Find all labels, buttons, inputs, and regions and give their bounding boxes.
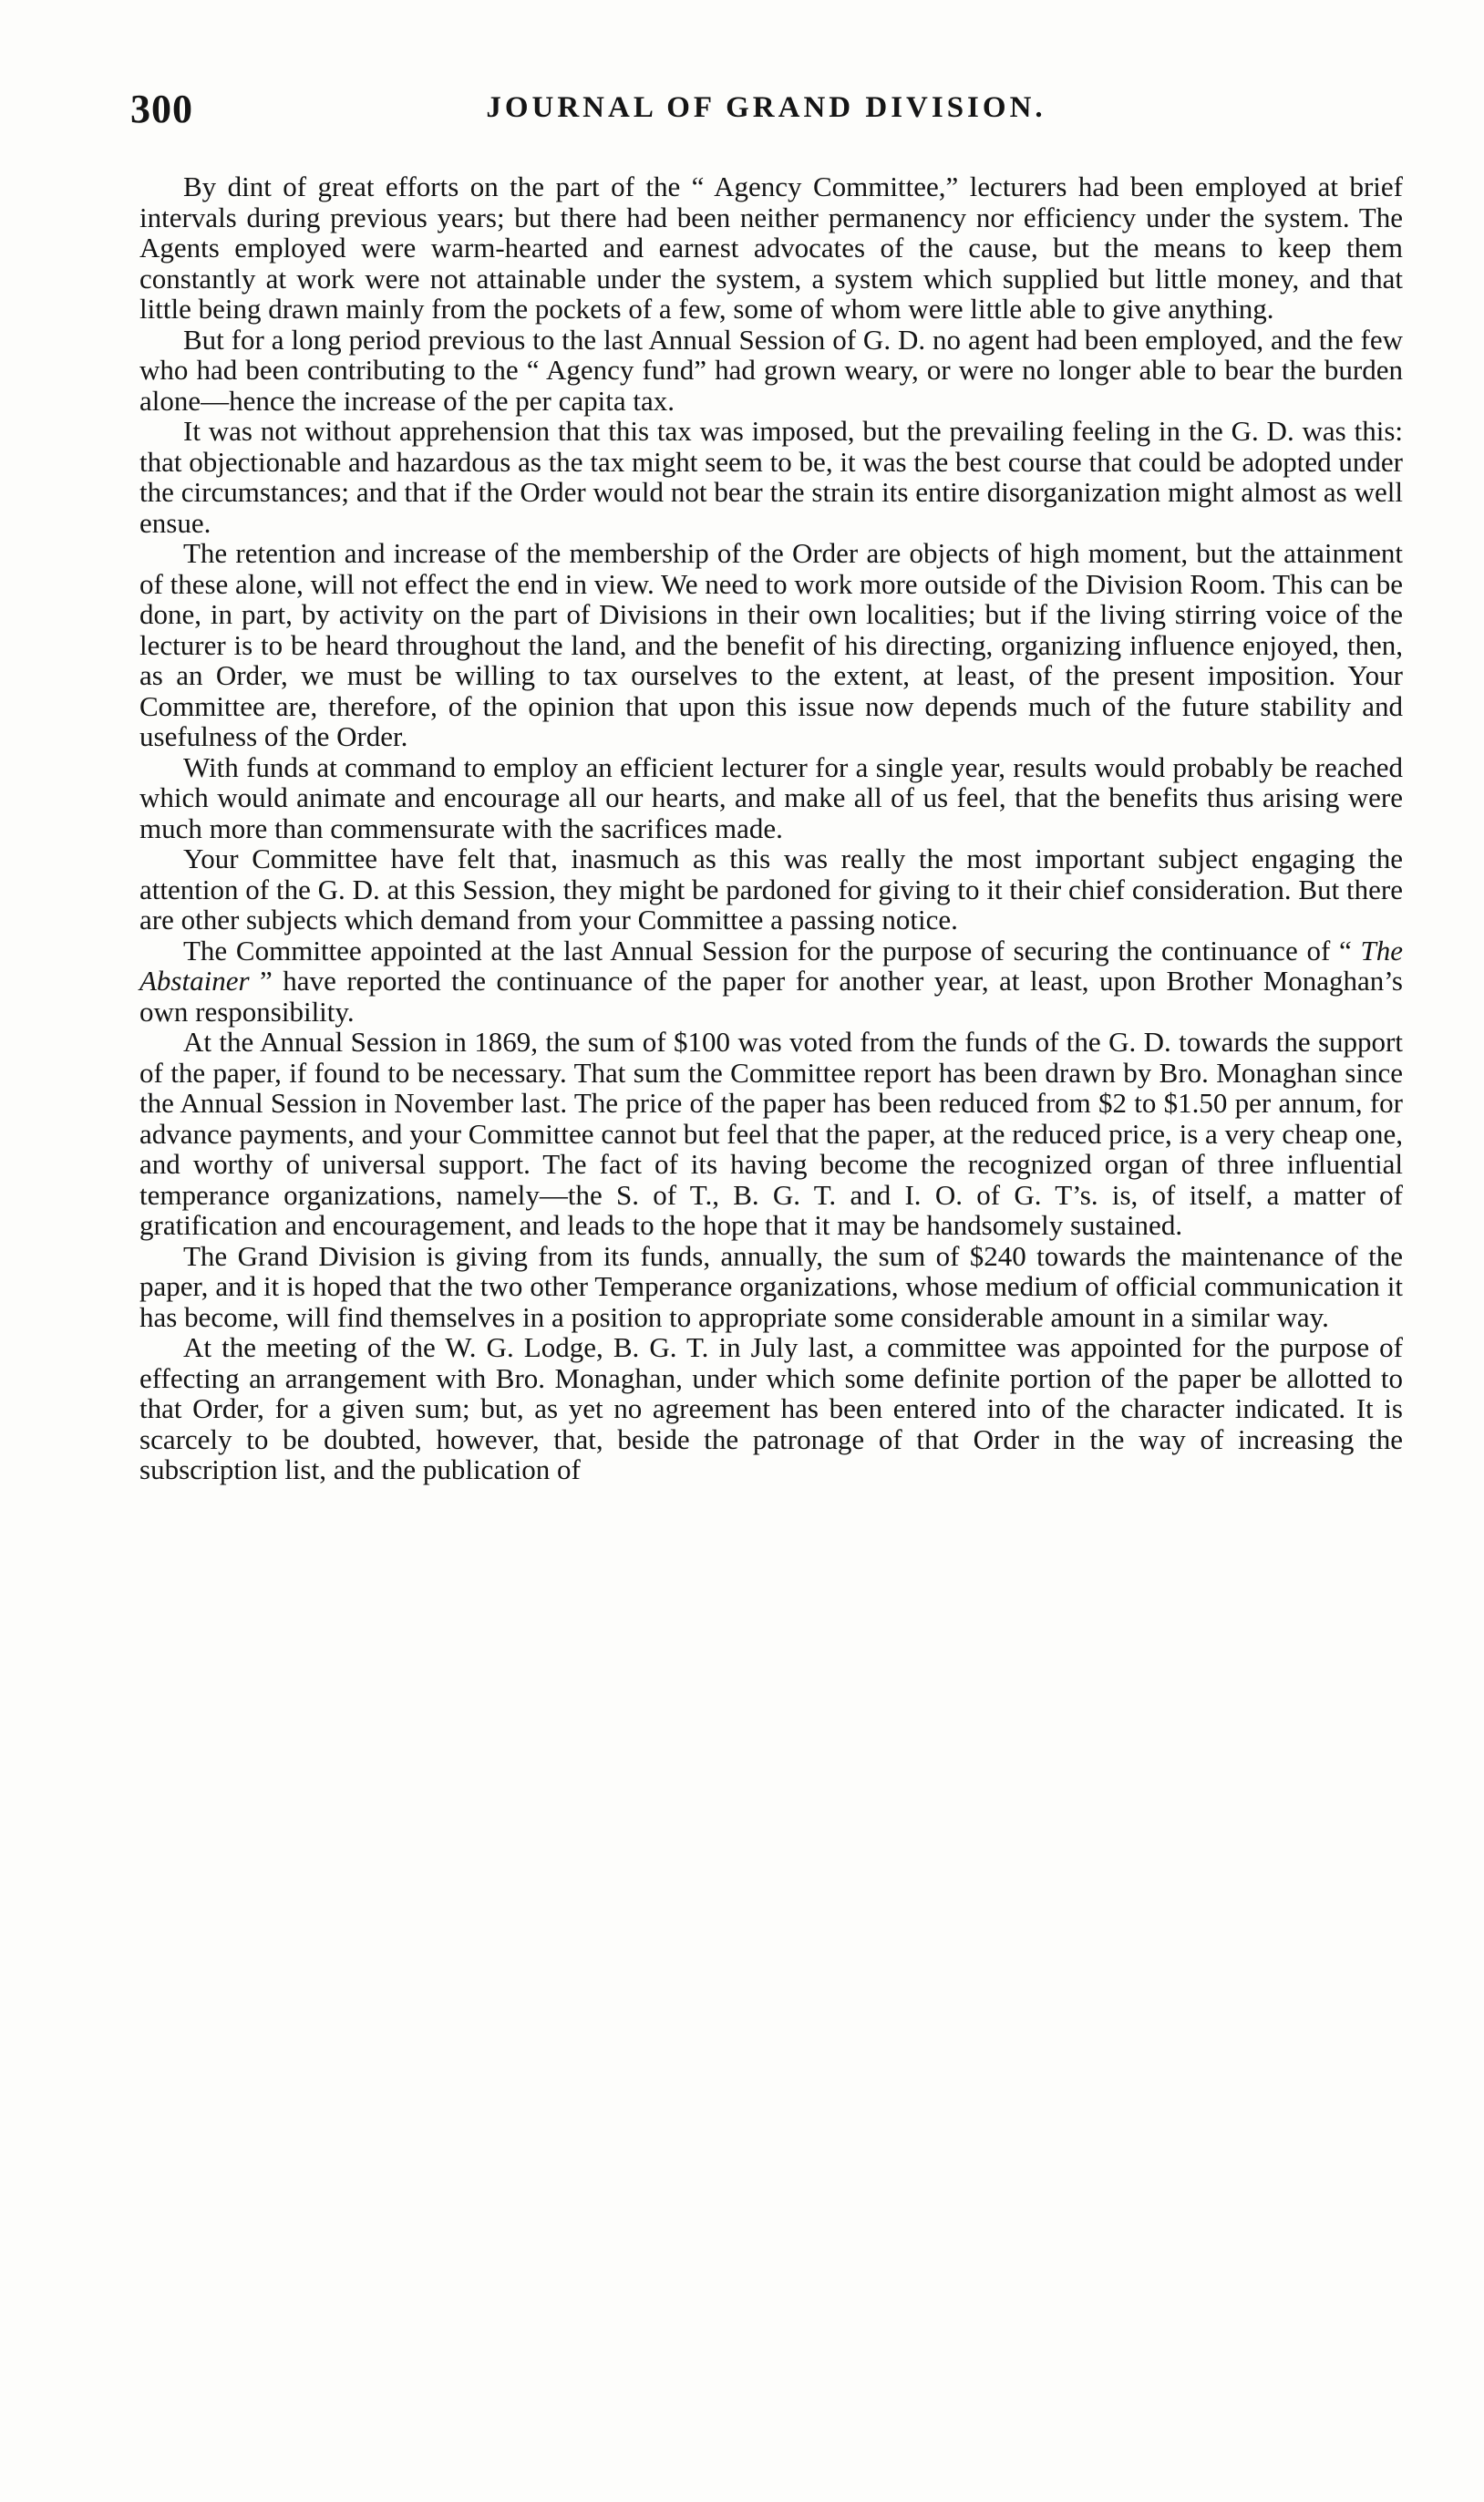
paragraph-annual-session-1869: At the Annual Session in 1869, the sum of $100 was voted from the funds of the G. D. towards the support of the paper, if found to be necessary. That sum the Committee report has been drawn by Bro. Monaghan since the Annual Session in November last. The price of the paper has been reduced from $2 to $1.50 per annum, for advance payments, and your Committee cannot but feel that the paper, at the reduced price, is a very cheap one, and worthy of universal support. The fact of its having become the recognized organ of three influential temperance organizations, namely—the S. of T., B. G. T. and I. O. of G. T’s. is, of itself, a matter of gratification and encouragement, and leads to the hope that it may be handsomely sustained.	[139, 1026, 1403, 1241]
abstainer-title: The Abstainer	[139, 934, 1403, 997]
journal-title: JOURNAL OF GRAND DIVISION.	[486, 91, 1046, 124]
page-number: 300	[130, 87, 193, 131]
paragraph-agency-committee: By dint of great efforts on the part of the “ Agency Committee,” lecturers had been employed at brief intervals during previous years; but there had been neither permanency nor efficiency under the system. The Agents employed were warm-hearted and earnest advocates of the cause, but the means to keep them constantly at work were not attainable under the system, a system which supplied but little money, and that little being drawn mainly from the pockets of a few, some of whom were little able to give anything.	[139, 171, 1403, 325]
paragraph-retention-membership: The retention and increase of the membership of the Order are objects of high moment, but the attainment of these alone, will not effect the end in view. We need to work more outside of the Division Room. This can be done, in part, by activity on the part of Divisions in their own localities; but if the living stirring voice of the lecturer is to be heard throughout the land, and the benefit of his directing, organizing influence enjoyed, then, as an Order, we must be willing to tax ourselves to the extent, at least, of the present imposition. Your Committee are, therefore, of the opinion that upon this issue now depends much of the future stability and usefulness of the Order.	[139, 537, 1403, 752]
paragraph-abstainer-continuance: The Committee appointed at the last Annual Session for the purpose of securing the continuance of “ The Abstainer ” have reported the continuance of the paper for another year, at least, upon Brother Monaghan’s own responsibility.	[139, 934, 1403, 1028]
paragraph-tax-apprehension: It was not without apprehension that this tax was imposed, but the prevailing feeling in the G. D. was this: that objectionable and hazardous as the tax might seem to be, it was the best course that could be adopted under the circumstances; and that if the Order would not bear the strain its entire disorganization might almost as well ensue.	[139, 415, 1403, 539]
paragraph-no-agent-employed: But for a long period previous to the last Annual Session of G. D. no agent had been employed, and the few who had been contributing to the “ Agency fund” had grown weary, or were no longer able to bear the burden alone—hence the increase of the per capita tax.	[139, 323, 1403, 417]
paragraph-funds-lecturer: With funds at command to employ an efficient lecturer for a single year, results would probably be reached which would animate and encourage all our hearts, and make all of us feel, that the benefits thus arising were much more than commensurate with the sacrifices made.	[139, 750, 1403, 844]
paragraph-important-subject: Your Committee have felt that, inasmuch as this was really the most important subject engaging the attention of the G. D. at this Session, they might be pardoned for giving to it their chief consideration. But there are other subjects which demand from your Committee a passing notice.	[139, 843, 1403, 936]
paragraph-wg-lodge-meeting: At the meeting of the W. G. Lodge, B. G. T. in July last, a committee was appointed for the purpose of effecting an arrangement with Bro. Monaghan, under which some definite portion of the paper be allotted to that Order, for a given sum; but, as yet no agreement has been entered into of the character indicated. It is scarcely to be doubted, however, that, beside the patronage of that Order in the way of increasing the subscription list, and the publication of	[139, 1331, 1403, 1485]
running-head	[130, 86, 1402, 140]
paragraph-grand-division-funds: The Grand Division is giving from its funds, annually, the sum of $240 towards the maintenance of the paper, and it is hoped that the two other Temperance organizations, whose medium of official communication it has become, will find themselves in a position to appropriate some considerable amount in a similar way.	[139, 1239, 1403, 1333]
body-text	[139, 171, 1403, 1485]
